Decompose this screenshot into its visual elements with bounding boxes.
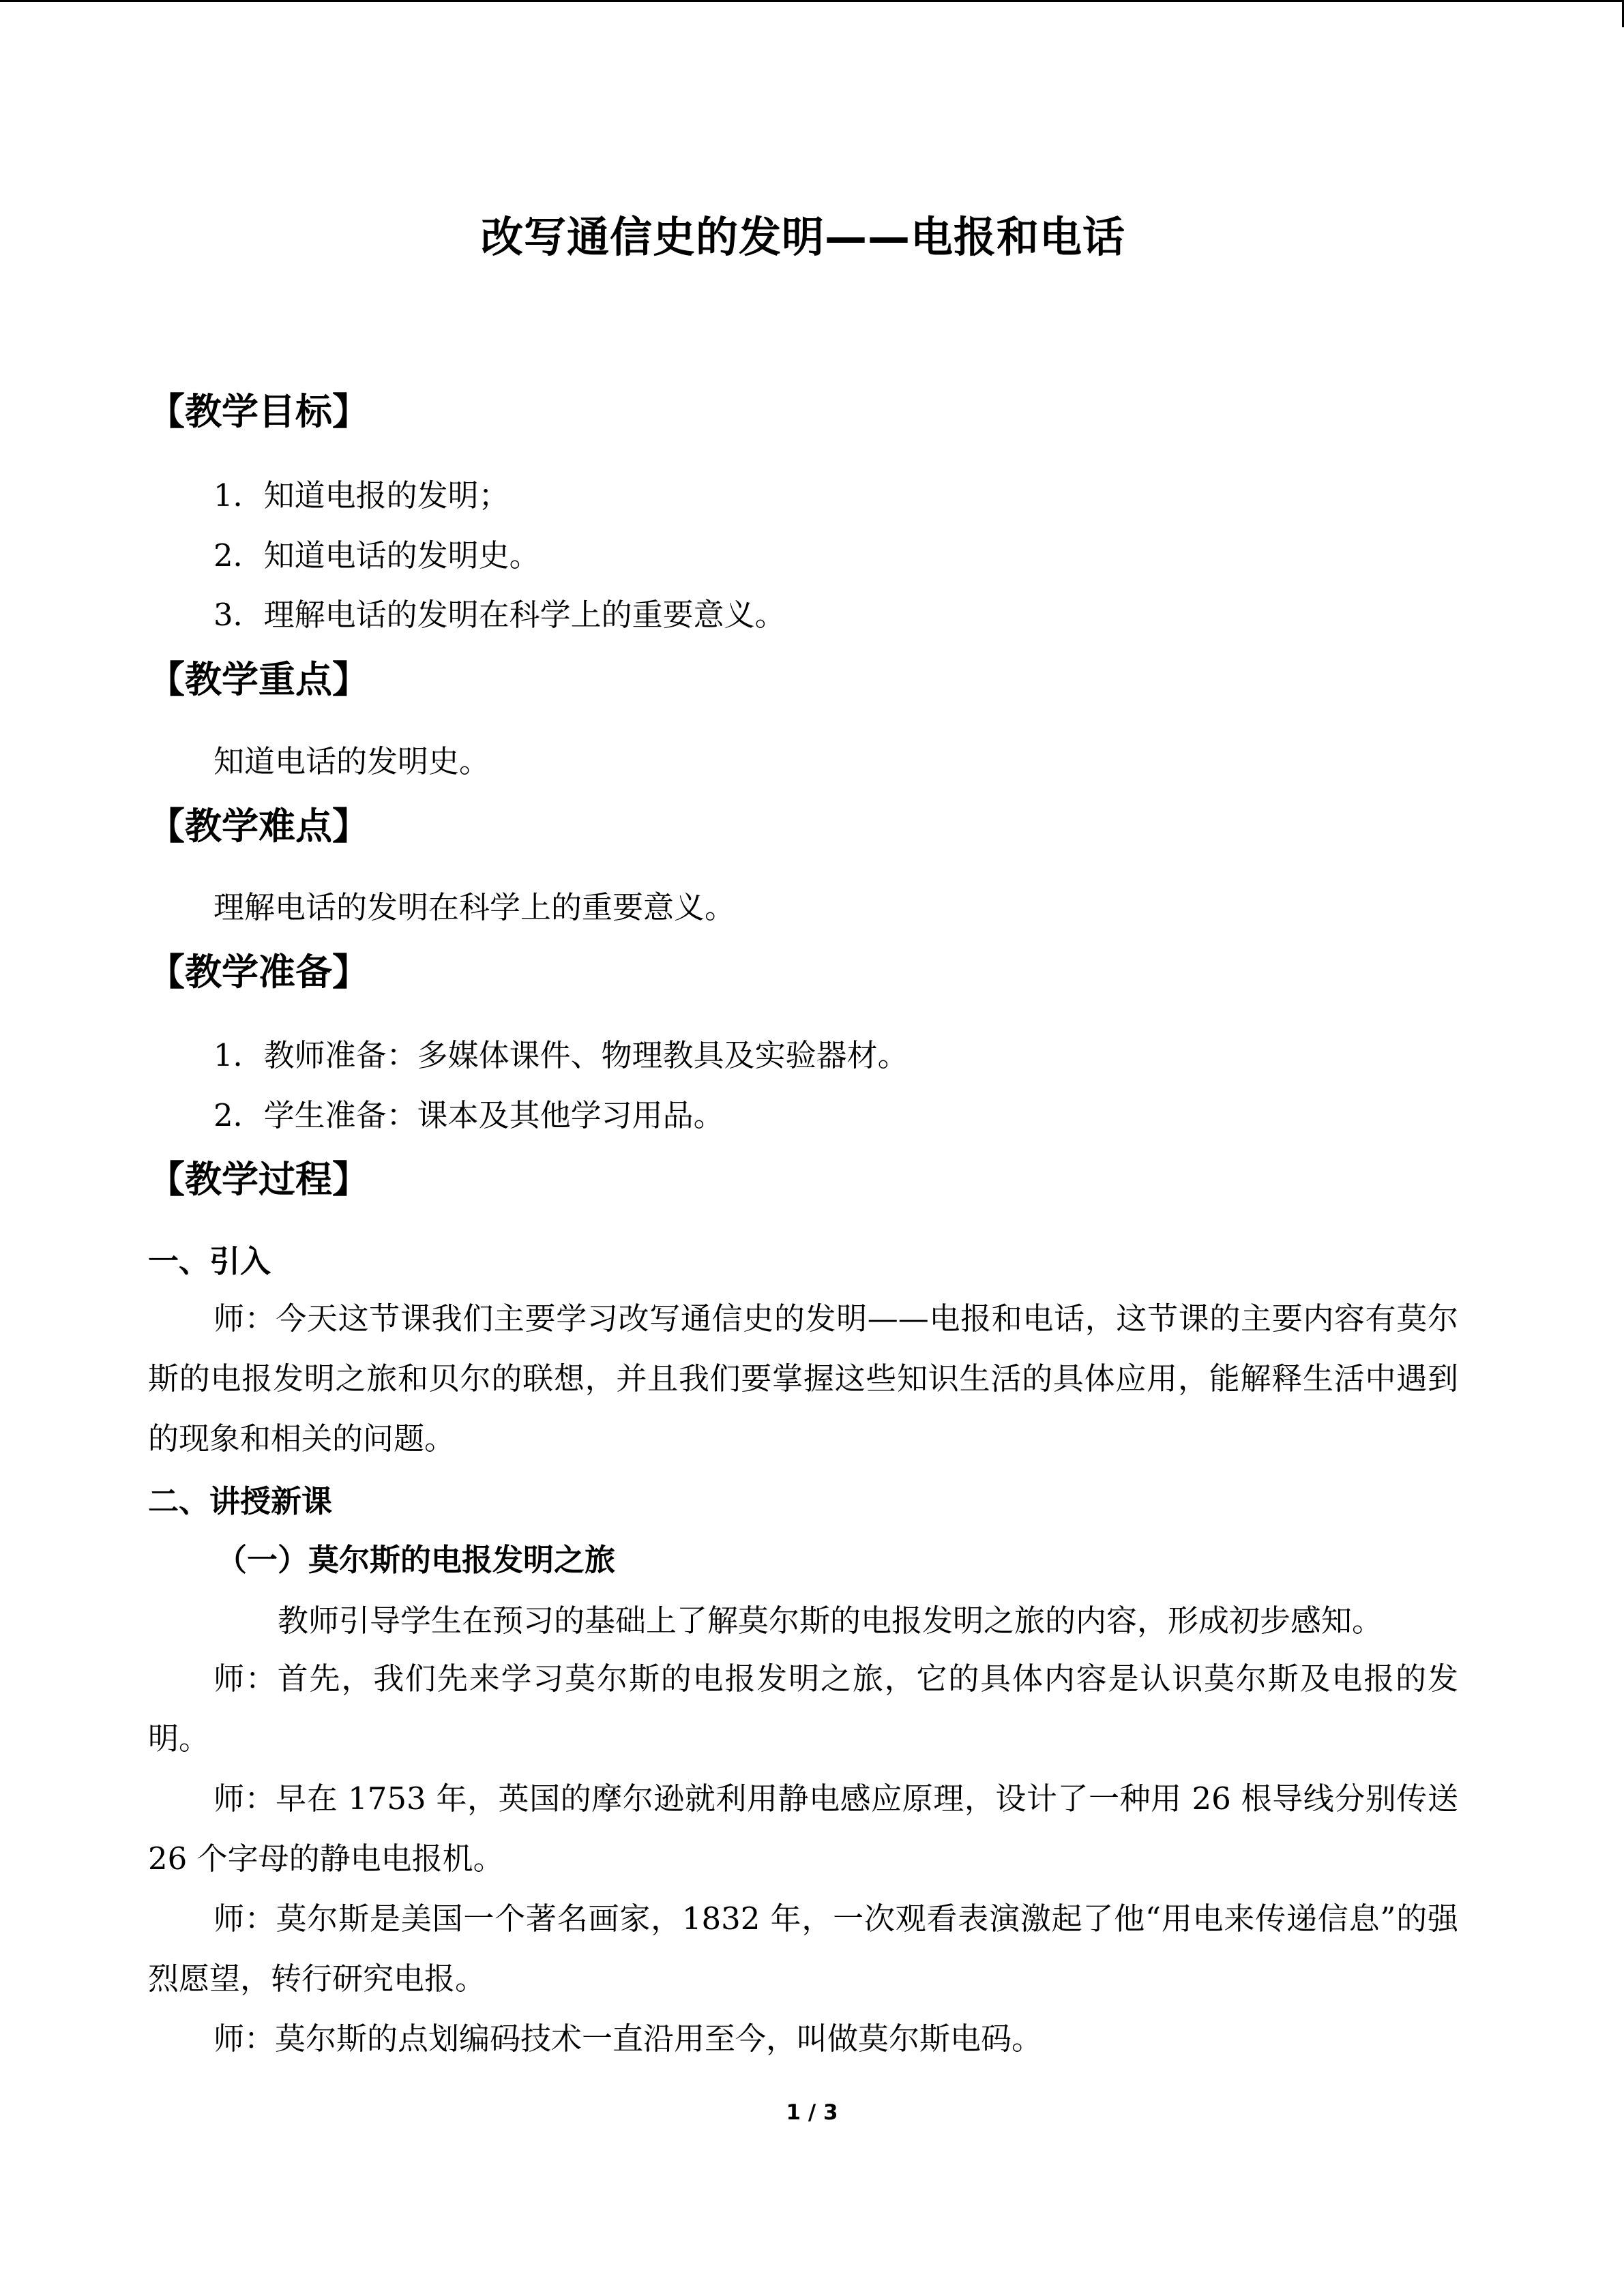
objective-item-2: 2．知道电话的发明史。 xyxy=(213,537,540,573)
part1-heading: （一）莫尔斯的电报发明之旅 xyxy=(216,1542,616,1578)
part1-paragraph-2: 师：早在 1753 年，英国的摩尔逊就利用静电感应原理，设计了一种用 26 根导线分别传送 26 个字母的静电电报机。 xyxy=(148,1780,1458,1877)
objective-item-3: 3．理解电话的发明在科学上的重要意义。 xyxy=(213,597,786,633)
key-points-text: 知道电话的发明史。 xyxy=(213,743,490,779)
objective-item-1: 1．知道电报的发明； xyxy=(213,477,510,513)
section-heading-process: 【教学过程】 xyxy=(148,1158,369,1201)
part1-paragraph-3: 师：莫尔斯是美国一个著名画家，1832 年，一次观看表演激起了他“用电来传递信息”的强烈愿望，转行研究电报。 xyxy=(148,1900,1458,1997)
section-heading-difficulties: 【教学难点】 xyxy=(148,805,369,848)
intro-paragraph: 师：今天这节课我们主要学习改写通信史的发明——电报和电话，这节课的主要内容有莫尔斯的电报发明之旅和贝尔的联想，并且我们要掌握这些知识生活的具体应用，能解释生活中遇到的现象和相关的问题。 xyxy=(148,1300,1458,1457)
preparation-item-2: 2．学生准备：课本及其他学习用品。 xyxy=(213,1097,724,1133)
preparation-item-1: 1．教师准备：多媒体课件、物理教具及实验器材。 xyxy=(213,1037,909,1073)
section-heading-key-points: 【教学重点】 xyxy=(148,658,369,701)
new-lesson-heading: 二、讲授新课 xyxy=(148,1483,333,1519)
page-top-border xyxy=(0,0,1624,2)
section-heading-objectives: 【教学目标】 xyxy=(148,390,369,433)
intro-heading: 一、引入 xyxy=(148,1243,271,1279)
section-heading-preparation: 【教学准备】 xyxy=(148,951,369,994)
part1-paragraph-4: 师：莫尔斯的点划编码技术一直沿用至今，叫做莫尔斯电码。 xyxy=(213,2021,1043,2057)
page-number: 1 / 3 xyxy=(786,2100,838,2125)
part1-paragraph-1: 师：首先，我们先来学习莫尔斯的电报发明之旅，它的具体内容是认识莫尔斯及电报的发明。 xyxy=(148,1660,1458,1757)
part1-guide-text: 教师引导学生在预习的基础上了解莫尔斯的电报发明之旅的内容，形成初步感知。 xyxy=(278,1602,1383,1639)
document-title: 改写通信史的发明——电报和电话 xyxy=(480,212,1125,262)
difficulties-text: 理解电话的发明在科学上的重要意义。 xyxy=(213,889,736,925)
